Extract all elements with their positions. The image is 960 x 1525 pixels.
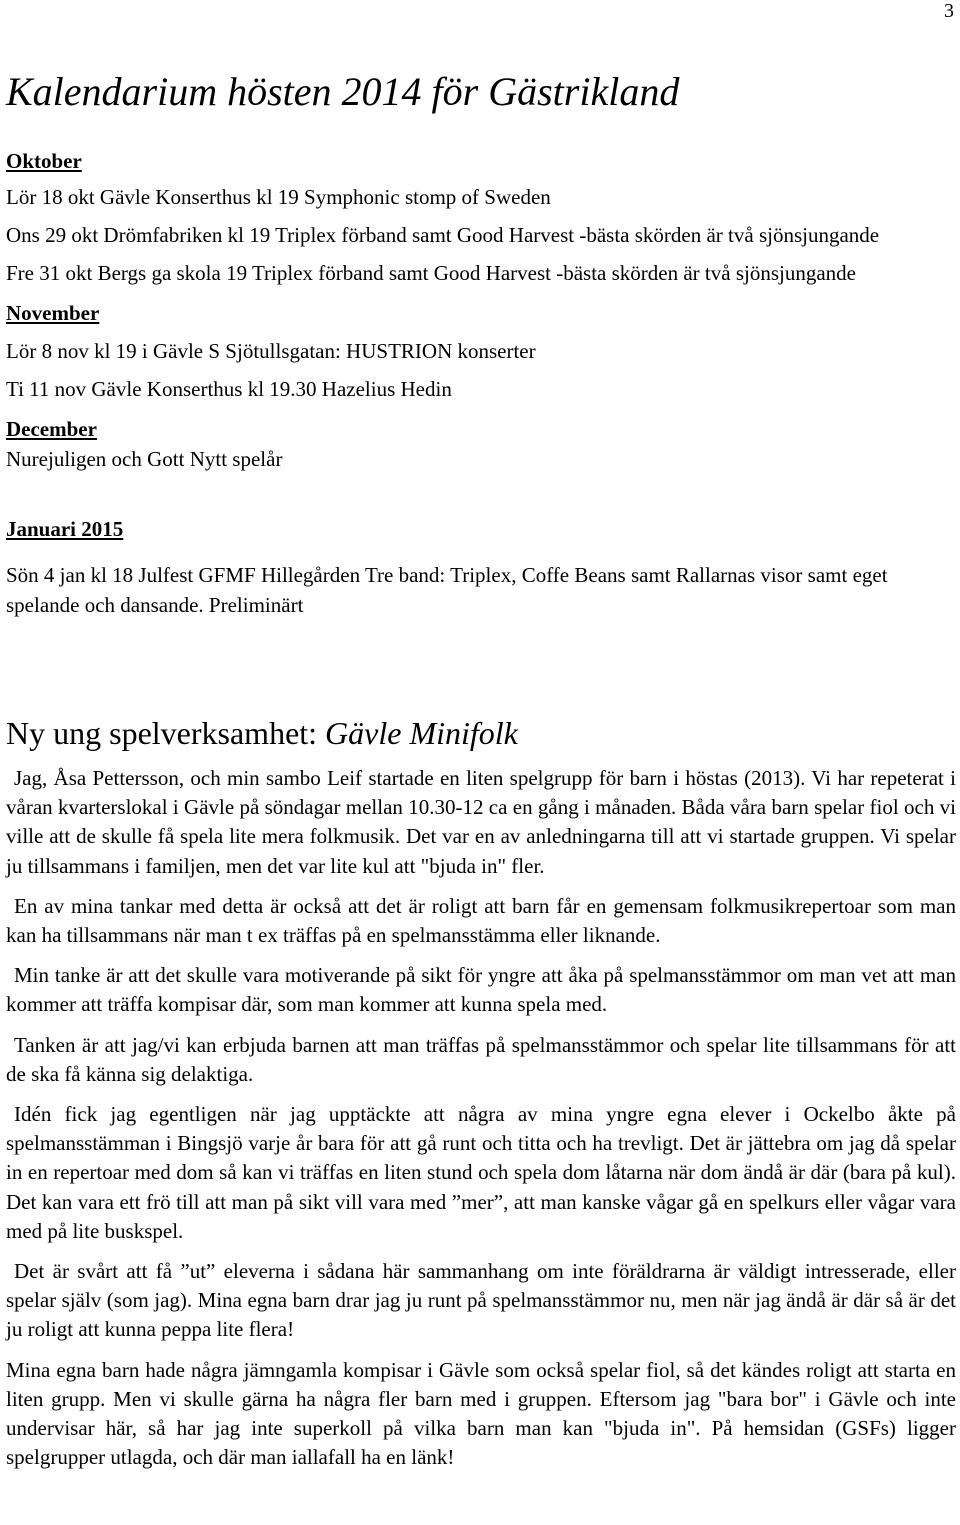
calendar-event: Fre 31 okt Bergs ga skola 19 Triplex förband samt Good Harvest -bästa skörden är två sjönsjungande: [6, 261, 856, 285]
calendar-event: Ti 11 nov Gävle Konserthus kl 19.30 Hazelius Hedin: [6, 377, 452, 401]
article-title: [6, 713, 518, 753]
calendar-event: Lör 18 okt Gävle Konserthus kl 19 Symphonic stomp of Sweden: [6, 185, 551, 209]
month-heading-november: November: [6, 301, 100, 325]
article-paragraph: Min tanke är att det skulle vara motiverande på sikt för yngre att åka på spelmansstämmor om man vet att man kommer att träffa kompisar där, som man kommer att kunna spela med.: [6, 963, 956, 1017]
month-heading-december: December: [6, 417, 97, 441]
calendar-event: Sön 4 jan kl 18 Julfest GFMF Hillegården Tre band: Triplex, Coffe Beans samt Rallarnas visor samt eget spelande och dansande. Preliminärt: [6, 563, 888, 617]
article-paragraph: Mina egna barn hade några jämngamla kompisar i Gävle som också spelar fiol, så det kändes roligt att starta en liten grupp. Men vi skulle gärna ha några fler barn med i gruppen. Eftersom jag "bara bor" i Gävle och inte undervisar här, så har jag inte superkoll på vilka barn man kan "bjuda in". På hemsidan (GSFs) ligger spelgrupper utlagda, och där man iallafall ha en länk!: [6, 1357, 956, 1470]
page-number: 3: [944, 0, 954, 22]
calendar-event: Nurejuligen och Gott Nytt spelår: [6, 447, 283, 471]
article-paragraph: En av mina tankar med detta är också att det är roligt att barn får en gemensam folkmusikrepertoar som man kan ha tillsammans när man t ex träffas på en spelmansstämma eller liknande.: [6, 893, 956, 948]
month-heading-januari: Januari 2015: [6, 517, 124, 541]
article-paragraph: Jag, Åsa Pettersson, och min sambo Leif startade en liten spelgrupp för barn i höstas (2013). Vi har repeterat i våran kvarterslokal i Gävle på söndagar mellan 10.30-12 ca en gång i månaden. Båda våra barn spelar fiol och vi ville att de skulle få spela lite mera folkmusik. Det var en av anledningarna till att vi startade gruppen. Vi spelar ju tillsammans i familjen, men det var lite kul att "bjuda in" fler.: [6, 766, 956, 878]
article-title-plain: Ny ung spelverksamhet:: [6, 715, 326, 751]
month-heading-oktober: Oktober: [6, 149, 82, 173]
article-body: [6, 764, 956, 1483]
calendar-event: Lör 8 nov kl 19 i Gävle S Sjötullsgatan: HUSTRION konserter: [6, 339, 536, 363]
article-paragraph: Idén fick jag egentligen när jag upptäckte att några av mina yngre egna elever i Ockelbo åkte på spelmansstämman i Bingsjö varje år bara för att gå runt och titta och ha trevligt. Det är jättebra om jag då spelar in en repertoar med dom så kan vi träffas en liten stund och spela dom låtarna när dom ändå är där (bara på kul). Det kan vara ett frö till att man på sikt vill vara med ”mer”, att man kanske vågar gå en spelkurs eller vågar vara med på lite buskspel.: [6, 1102, 956, 1243]
calendar-title: Kalendarium hösten 2014 för Gästrikland: [6, 69, 680, 114]
article-paragraph: Tanken är att jag/vi kan erbjuda barnen att man träffas på spelmansstämmor och spelar lite tillsammans för att de ska få känna sig delaktiga.: [6, 1032, 956, 1086]
calendar-list: [6, 146, 956, 620]
calendar-event: Ons 29 okt Drömfabriken kl 19 Triplex förband samt Good Harvest -bästa skörden är två sjönsjungande: [6, 223, 880, 247]
article-title-italic: Gävle Minifolk: [325, 715, 518, 751]
article-paragraph: Det är svårt att få ”ut” eleverna i sådana här sammanhang om inte föräldrarna är väldigt intresserade, eller spelar själv (som jag). Mina egna barn drar jag ju runt på spelmansstämmor nu, men när jag ändå är där så är det ju roligt att kunna peppa lite flera!: [6, 1259, 956, 1342]
